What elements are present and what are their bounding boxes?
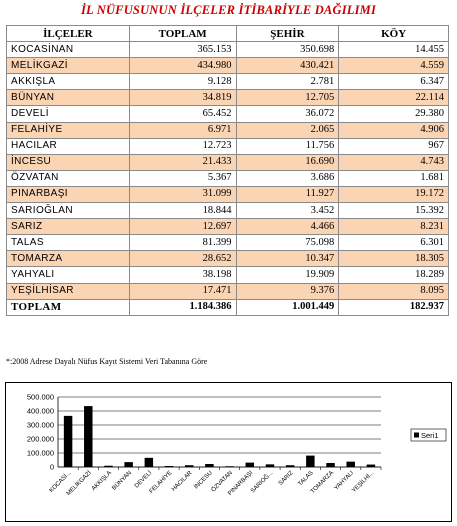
table-row (7, 74, 449, 90)
table-row (7, 154, 449, 170)
category-label: SARIZ (277, 470, 295, 487)
village-cell: 967 (339, 138, 449, 154)
village-cell: 22.114 (339, 90, 449, 106)
category-label: HACILAR (170, 470, 194, 493)
bar (165, 466, 173, 467)
district-cell: PINARBAŞI (7, 186, 130, 202)
district-cell: FELAHİYE (7, 122, 130, 138)
total-cell: 434.980 (129, 58, 236, 74)
category-label: KOCASİ... (48, 470, 73, 494)
population-chart (5, 382, 452, 522)
district-cell: TALAS (7, 235, 130, 251)
bar (84, 406, 92, 467)
table-row (7, 267, 449, 283)
header-district: İLÇELER (7, 26, 130, 42)
total-label-cell: TOPLAM (7, 299, 130, 315)
village-cell: 4.906 (339, 122, 449, 138)
source-note: *:2008 Adrese Dayalı Nüfus Kayıt Sistemi Veri Tabanına Göre (6, 357, 208, 366)
category-label: TOMARZA (310, 470, 335, 496)
district-cell: SARIOĞLAN (7, 203, 130, 219)
total-cell: 6.971 (129, 122, 236, 138)
village-cell: 4.559 (339, 58, 449, 74)
header-total: TOPLAM (129, 26, 236, 42)
village-cell: 8.231 (339, 219, 449, 235)
city-cell: 350.698 (236, 42, 339, 58)
bar (346, 462, 354, 467)
bar (225, 466, 233, 467)
village-cell: 18.289 (339, 267, 449, 283)
city-cell: 3.686 (236, 170, 339, 186)
category-label: DEVELİ (133, 470, 154, 490)
village-cell: 19.172 (339, 186, 449, 202)
category-label: FELAHİYE (148, 470, 174, 495)
district-cell: KOCASİNAN (7, 42, 130, 58)
village-cell: 8.095 (339, 283, 449, 299)
page-title: İL NÜFUSUNUN İLÇELER İTİBARİYLE DAĞILIMI (80, 3, 377, 17)
total-cell: 31.099 (129, 186, 236, 202)
bar-chart-svg (6, 383, 453, 523)
district-cell: YEŞİLHİSAR (7, 283, 130, 299)
total-cell: 12.723 (129, 138, 236, 154)
bar (246, 463, 254, 467)
total-city-cell: 1.001.449 (236, 299, 339, 315)
legend-swatch (414, 433, 419, 438)
total-row (7, 299, 449, 315)
table-row (7, 251, 449, 267)
table-row (7, 122, 449, 138)
total-cell: 365.153 (129, 42, 236, 58)
village-cell: 29.380 (339, 106, 449, 122)
header-city: ŞEHİR (236, 26, 339, 42)
village-cell: 15.392 (339, 203, 449, 219)
district-cell: BÜNYAN (7, 90, 130, 106)
table-row (7, 235, 449, 251)
table-row (7, 219, 449, 235)
city-cell: 11.756 (236, 138, 339, 154)
total-village-cell: 182.937 (339, 299, 449, 315)
village-cell: 14.455 (339, 42, 449, 58)
table-row (7, 170, 449, 186)
table-row (7, 203, 449, 219)
category-label: SARIOĞ... (250, 470, 275, 495)
total-cell: 81.399 (129, 235, 236, 251)
district-cell: AKKIŞLA (7, 74, 130, 90)
y-tick-label: 500.000 (26, 392, 54, 402)
y-tick-label: 400.000 (26, 406, 54, 416)
total-cell: 34.819 (129, 90, 236, 106)
city-cell: 10.347 (236, 251, 339, 267)
table-row (7, 58, 449, 74)
y-tick-label: 300.000 (26, 420, 54, 430)
legend-label: Seri1 (421, 431, 439, 440)
y-tick-label: 100.000 (26, 448, 54, 458)
category-label: ÖZVATAN (210, 470, 235, 494)
bar (205, 464, 213, 467)
total-cell: 9.128 (129, 74, 236, 90)
bar (124, 462, 132, 467)
village-cell: 18.305 (339, 251, 449, 267)
village-cell: 6.347 (339, 74, 449, 90)
table-row (7, 106, 449, 122)
district-cell: ÖZVATAN (7, 170, 130, 186)
table-header-row (7, 26, 449, 42)
total-cell: 65.452 (129, 106, 236, 122)
y-tick-label: 200.000 (26, 434, 54, 444)
city-cell: 19.909 (236, 267, 339, 283)
district-cell: İNCESU (7, 154, 130, 170)
city-cell: 430.421 (236, 58, 339, 74)
table-row (7, 90, 449, 106)
village-cell: 4.743 (339, 154, 449, 170)
district-cell: SARIZ (7, 219, 130, 235)
total-cell: 12.697 (129, 219, 236, 235)
total-cell: 21.433 (129, 154, 236, 170)
city-cell: 4.466 (236, 219, 339, 235)
y-tick-label: 0 (49, 462, 54, 472)
category-label: BÜNYAN (111, 470, 134, 492)
category-label: YEŞİLHİ... (351, 470, 376, 495)
category-label: MELİKGAZİ (65, 470, 93, 498)
table-row (7, 138, 449, 154)
table-row (7, 283, 449, 299)
bar (145, 458, 153, 467)
city-cell: 9.376 (236, 283, 339, 299)
total-sum-cell: 1.184.386 (129, 299, 236, 315)
category-label: YAHYALI (333, 470, 356, 492)
category-label: PINARBAŞI (227, 470, 255, 498)
total-cell: 28.652 (129, 251, 236, 267)
table-row (7, 186, 449, 202)
city-cell: 2.781 (236, 74, 339, 90)
district-cell: HACILAR (7, 138, 130, 154)
population-table (6, 25, 449, 316)
district-cell: YAHYALI (7, 267, 130, 283)
category-label: İNCESU (193, 470, 214, 491)
bar (306, 456, 314, 467)
district-cell: DEVELİ (7, 106, 130, 122)
bar (185, 465, 193, 467)
header-village: KÖY (339, 26, 449, 42)
city-cell: 3.452 (236, 203, 339, 219)
bar (367, 465, 375, 467)
village-cell: 1.681 (339, 170, 449, 186)
district-cell: TOMARZA (7, 251, 130, 267)
bar (286, 465, 294, 467)
village-cell: 6.301 (339, 235, 449, 251)
city-cell: 12.705 (236, 90, 339, 106)
bar (326, 463, 334, 467)
total-cell: 5.367 (129, 170, 236, 186)
table-row (7, 42, 449, 58)
bar (266, 464, 274, 467)
city-cell: 75.098 (236, 235, 339, 251)
city-cell: 2.065 (236, 122, 339, 138)
district-cell: MELİKGAZİ (7, 58, 130, 74)
city-cell: 16.690 (236, 154, 339, 170)
total-cell: 18.844 (129, 203, 236, 219)
city-cell: 36.072 (236, 106, 339, 122)
bar (64, 416, 72, 467)
city-cell: 11.927 (236, 186, 339, 202)
category-label: AKKIŞLA (90, 470, 113, 493)
category-label: TALAS (297, 470, 315, 488)
total-cell: 17.471 (129, 283, 236, 299)
total-cell: 38.198 (129, 267, 236, 283)
bar (104, 466, 112, 467)
